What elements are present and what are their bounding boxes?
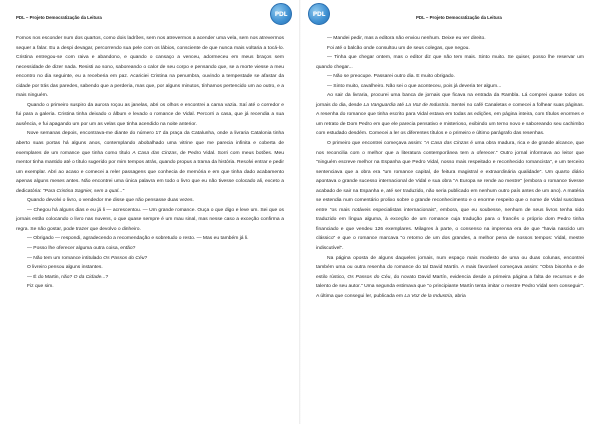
paragraph — [16, 129, 284, 196]
text-segment: — Não se preocupe. Passarei outro dia. E muito obrigado. — [327, 74, 455, 80]
paragraph — [316, 91, 584, 139]
text-segment: O livreiro pensou alguns instantes. — [27, 265, 103, 271]
paragraph — [16, 244, 284, 254]
text-segment: até — [395, 102, 406, 108]
text-segment: O primeiro que encontrei começava assim: — [327, 141, 425, 147]
italic-text: La Vanguardia — [363, 102, 396, 108]
paragraph — [316, 53, 584, 72]
body-text — [16, 34, 284, 292]
header-title: PDL – Projeto Democratização da Leitura — [416, 14, 502, 20]
paragraph — [16, 206, 284, 235]
italic-text: "A Casa das Cinzas — [424, 141, 469, 147]
paragraph — [16, 34, 284, 101]
page-header — [316, 6, 584, 28]
pdl-logo-icon — [270, 3, 292, 25]
text-segment: — Não tem um romance intitulado — [27, 255, 104, 261]
text-segment: — Tinha que chegar ontem, mas o editor diz que não tem mais. Sinto muito. Se quiser, posso lhe reservar um quando chegar... — [316, 55, 584, 70]
paragraph — [16, 263, 284, 273]
italic-text: O da Cidade... — [73, 274, 106, 280]
paragraph — [16, 273, 284, 283]
paragraph — [316, 254, 584, 302]
pdl-logo-icon — [308, 3, 330, 25]
text-segment: Quando o primeiro suspiro da aurora roçou as janelas, abri os olhos e encontrei a cama vazia. Saí até o corredor e fui para a galeria. Cristina tinha deixado o álbum e levado o romance de Vidal. Percorri a casa, que já recendia a sua ausência, e fui apagando um por um as velas que tinha acendido na noite anterior. — [16, 102, 284, 127]
italic-text: A Casa das Cinzas — [132, 150, 177, 156]
text-segment: Quando devolvi o livro, o vendedor me disse que não pensasse duas vezes. — [27, 198, 194, 204]
text-segment: , abria — [451, 293, 466, 299]
italic-text: La Voz de la Industria — [404, 293, 452, 299]
italic-text: Os Passos do Céu — [347, 274, 391, 280]
text-segment: ? — [144, 255, 148, 261]
text-segment: — Chegou há alguns dias e eu já li — acrescentou. — Um grande romance. Ouça o que digo e leve um. Sei que os jornais estão colocando o livro nas nuvens, o que quase sempre é um mau sinal, mas nesse caso a exceção confirma a regra. Se não gostar, pode trazer que devolvo o dinheiro. — [16, 207, 284, 232]
text-segment: . Sentei no café Canaletas e comecei a folhear suas páginas. A resenha do romance que tinha escrito para Vidal estava em todas as edições, em página inteira, com títulos enormes e um retrato de Dom Pedro em que ele parecia pensativo e misterioso, exibindo um terno novo e saboreando seu cachimbo com estudado desdém. Comecei a ler os diferentes títulos e o primeiro e último parágrafo das resenhas. — [316, 102, 584, 137]
text-segment: — Obrigado — respondi, agradecendo a recomendação e sobretudo o resto. — Mas eu também já li. — [27, 236, 249, 242]
header-title: PDL – Projeto Democratização da Leitura — [16, 14, 102, 20]
body-text — [316, 34, 584, 301]
text-segment: , do novato David Martín, evidencia desde a primeira página a falta de recursos e de talento de seu autor." Uma segunda estimava que "o principiante Martín tenta imitar o mestre Pedro Vidal sem conseguir". A última que consegui ler, publicada em — [316, 274, 585, 299]
paragraph — [316, 82, 584, 92]
page-header — [16, 6, 284, 28]
logo-label: PDL — [274, 10, 288, 18]
paragraph — [16, 101, 284, 130]
text-segment: , de Pedro Vidal. Sorri com meus botões. Meu mentor tinha mantido até o título sugerido por mim tempos atrás, quando propus a trama da história. Resolvi entrar e pedir um exemplar. Abri ao acaso e comecei a reler passagens que conhecia de memória e em que tinha dado acabamento apenas alguns meses antes. Não encontrei uma única palavra em todo o livro que eu não tivesse colocado ali, exceto a dedicatória: — [16, 150, 285, 194]
text-segment: ? — [105, 274, 109, 280]
text-segment: Nove semanas depois, encontrava-me diante do número 17 da praça da Catalunha, onde a livraria Catalonia tinha aberto suas portas há alguns anos, contemplando abobalhado uma vitrine que me parecia infinita e coberta de exemplares de um romance que tinha como título — [16, 131, 284, 156]
paragraph — [316, 139, 584, 254]
paragraph — [16, 234, 284, 244]
right-page — [300, 0, 600, 424]
text-segment: — É do Martin, não? — [27, 274, 74, 280]
paragraph — [316, 34, 584, 44]
text-segment: — Sinto muito, cavalheiro. Não sei o que aconteceu, pois já deveria ter algum... — [327, 83, 502, 89]
text-segment: — Mandei pedir, mas a editora não enviou nenhum. Deixe eu ver direito. — [327, 36, 486, 41]
paragraph — [16, 282, 284, 292]
text-segment: Foi até o balcão onde consultou um de seus colegas, que negou. — [327, 45, 470, 51]
italic-text: Os Passos do Céu — [103, 255, 145, 261]
text-segment: é uma obra madura, rica e de grande alcance, que nos reconcilia com o melhor que a literatura contemporânea tem a oferecer." Outro jornal informava ao leitor que "ninguém escreve melhor na Espanha que Pedro Vidal, nosso mais respeitado e reconhecido romancista", e um terceiro sentenciava que a obra era "um romance capital, de feitura magistral e extraordinária qualidade". Um quarto diário apontava o grande sucesso internacional de Vidal e sua obra "A Europa se rende ao mestre" (embora o romance tivesse acabado de sair na Espanha e, até ser traduzido, não seria publicado em nenhum outro país antes de um ano). A matéria se estendia num comentário prolixo sobre o grande reconhecimento e o enorme respeito que o nome de Vidal suscitava entre "os mais notáveis especialistas internacionais", embora, que eu soubesse, nenhum de seus livros tenha sido traduzido em língua alguma, à exceção de um romance cuja tradução para o francês o próprio dom Pedro tinha financiado e que vendeu 126 exemplares. Milagres à parte, o consenso na imprensa era de que "havia nascido um clássico" e que o romance marcava "o retorno de um dos grandes, a melhor pena de nossos tempos: Vidal, mestre indiscutível". — [316, 141, 584, 252]
text-segment: Fomos nos esconder num dos quartos, como dois ladrões, sem nos atrevermos a acender uma vela, sem nos atrevermos sequer a falar. Eu a despi devagar, percorrendo sua pele com os lábios, consciente de que nunca mais voltaria a tocá-lo. Cristina entregou-se com raiva e abandono, e quando o cansaço a venceu, adormeceu em meus braços sem necessidade de dizer nada. Resisti ao sono, saboreando o calor de seu corpo e pensando que, se a morte viesse a meu encontro no dia seguinte, eu a receberia em paz. Acariciei Cristina na penumbra, ouvindo a tempestade se afastar da cidade por trás das paredes, sabendo que a perderia, mas que, por alguns minutos, tínhamos pertencido um ao outro, e a mais ninguém. — [16, 36, 284, 99]
paragraph — [16, 254, 284, 264]
text-segment: — Posso lhe oferecer alguma outra coisa, então? — [27, 246, 136, 252]
text-segment: Na página oposta de alguns daqueles jornais, num espaço mais modesto de uma ou duas colunas, encontrei também uma ou outra resenha do romance do tal David Martín. A mais favorável começava assim: "Obra bisonha e de estilo rústico, — [316, 255, 584, 280]
paragraph — [16, 196, 284, 206]
paragraph — [316, 44, 584, 54]
text-segment: Ao sair da livraria, procurei uma banca de jornais que ficava na entrada da Rambla. Lá comprei quase todos os jornais do dia, desde — [316, 93, 584, 108]
logo-label: PDL — [312, 10, 326, 18]
italic-text: La Voz de Industria — [405, 102, 449, 108]
text-segment: Fiz que sim. — [27, 284, 54, 290]
paragraph — [316, 72, 584, 82]
italic-text: "Para Cristina Sagnier, sem a qual..." — [42, 188, 125, 194]
